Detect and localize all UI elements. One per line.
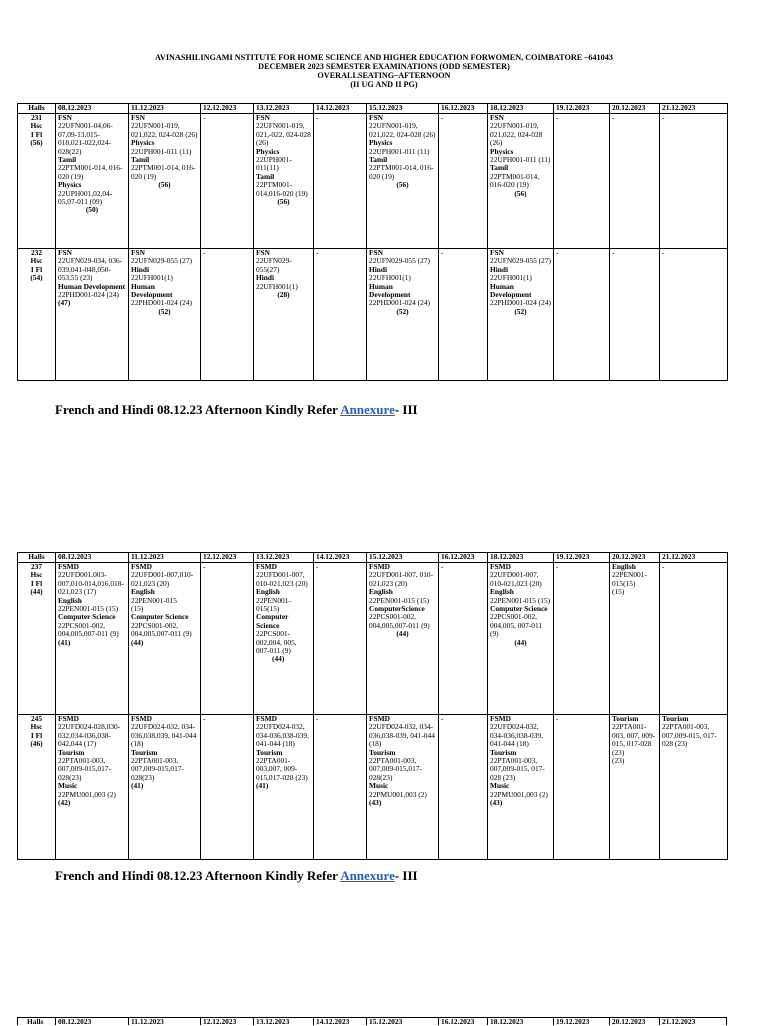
column-header-stub: 21.12.2023 bbox=[662, 1017, 696, 1026]
roll-numbers: - bbox=[203, 113, 206, 122]
roll-numbers: - bbox=[441, 562, 444, 571]
seating-cell bbox=[367, 715, 439, 860]
course-name: Physics bbox=[490, 146, 514, 156]
course-name: FSN bbox=[369, 113, 383, 122]
roll-numbers: 22PTM001-014, 016-020 (19) bbox=[58, 163, 123, 181]
course-name: Tourism bbox=[369, 747, 396, 757]
table-row bbox=[18, 114, 728, 249]
hall-label: I Fl bbox=[30, 129, 43, 139]
total-count: (41) bbox=[131, 781, 144, 791]
column-header-date: 08.12.2023 bbox=[56, 104, 129, 114]
roll-numbers: 22UFN029-055 (27) bbox=[131, 256, 192, 266]
seating-cell bbox=[610, 715, 660, 860]
roll-numbers: 22PHD001-024 (24) bbox=[131, 298, 192, 308]
hall-cell bbox=[18, 249, 56, 381]
seating-cell bbox=[439, 249, 488, 381]
course-name: Tamil bbox=[369, 155, 388, 165]
exam-title: DECEMBER 2023 SEMESTER EXAMINATIONS (ODD SEMESTER) bbox=[258, 62, 510, 71]
roll-numbers: 22UFD001-007,010-021,023 (20) bbox=[131, 570, 194, 588]
seating-table-2 bbox=[17, 552, 728, 860]
roll-numbers: 22PTM001-014,016-020 (19) bbox=[256, 180, 308, 198]
seating-cell bbox=[367, 114, 439, 249]
roll-numbers: 22UFN001-019, 021,022, 024-028 (26) bbox=[369, 121, 436, 139]
roll-numbers: 22PTA001-003, 007,009-015,017-028(23) bbox=[369, 756, 422, 782]
hall-label: (56) bbox=[30, 138, 43, 148]
note-text: French and Hindi 08.12.23 Afternoon Kindly Refer bbox=[55, 868, 341, 883]
column-header-date: 19.12.2023 bbox=[554, 553, 610, 563]
roll-numbers: 22UFD001,003-007,010-014,016,018-021,023 (17) bbox=[58, 570, 124, 597]
roll-numbers: - bbox=[316, 113, 319, 122]
note-text: French and Hindi 08.12.23 Afternoon Kindly Refer bbox=[55, 402, 341, 417]
total-count: (44) bbox=[514, 637, 527, 647]
roll-numbers: 22PEN001-015(15) bbox=[256, 595, 291, 614]
course-name: Tourism bbox=[58, 747, 85, 757]
course-name: FSMD bbox=[256, 562, 277, 571]
seating-cell bbox=[56, 715, 129, 860]
roll-numbers: - bbox=[662, 562, 665, 571]
seating-cell bbox=[314, 249, 367, 381]
roll-numbers: - bbox=[203, 562, 206, 571]
course-name: Tamil bbox=[490, 163, 509, 173]
course-name: English bbox=[131, 587, 155, 597]
hall-label: 231 bbox=[30, 113, 43, 122]
course-name: Human Development bbox=[369, 281, 411, 300]
hall-label: Hsc bbox=[30, 722, 43, 732]
course-name: Tamil bbox=[58, 155, 77, 165]
course-name: FSMD bbox=[256, 714, 277, 723]
roll-numbers: 22UFH001(1) bbox=[490, 273, 532, 283]
seating-cell bbox=[56, 114, 129, 249]
seating-cell bbox=[610, 249, 660, 381]
total-count: (56) bbox=[277, 197, 290, 207]
column-header-date: 12.12.2023 bbox=[201, 553, 254, 563]
course-name: FSN bbox=[131, 113, 145, 122]
seating-cell bbox=[254, 563, 314, 715]
seating-cell bbox=[660, 563, 728, 715]
annexure-link[interactable]: Annexure bbox=[340, 868, 395, 883]
column-header-date: 20.12.2023 bbox=[610, 104, 660, 114]
seating-cell bbox=[439, 563, 488, 715]
total-count: (47) bbox=[58, 298, 71, 308]
column-header-date: 20.12.2023 bbox=[610, 553, 660, 563]
roll-numbers: (15) bbox=[131, 604, 144, 614]
roll-numbers: 22PCS001-002, 004,005,007-011 (9) bbox=[131, 620, 192, 639]
seating-cell bbox=[201, 563, 254, 715]
hall-label: (46) bbox=[30, 739, 43, 749]
roll-numbers: 22PMU001,003 (2) bbox=[58, 789, 116, 799]
course-name: Music bbox=[490, 781, 510, 791]
course-name: FSMD bbox=[490, 562, 511, 571]
total-count: (28) bbox=[277, 290, 290, 300]
column-header-halls: Halls bbox=[18, 553, 56, 563]
course-name: Human Development bbox=[490, 281, 532, 300]
seating-cell bbox=[56, 249, 129, 381]
course-name: Music bbox=[369, 781, 389, 791]
seating-cell bbox=[488, 114, 554, 249]
hall-label: 237 bbox=[30, 562, 43, 571]
roll-numbers: 22PTA001-003,007, 009-015,017-028 (23) bbox=[256, 756, 308, 782]
roll-numbers: 22PEN001-015 (15) bbox=[369, 595, 430, 605]
roll-numbers: - bbox=[662, 113, 665, 122]
hall-label: 245 bbox=[30, 714, 43, 723]
course-name: FSN bbox=[131, 248, 145, 257]
roll-numbers: 22UFD024-032, 034-036,038-039, 041-044 (18) bbox=[256, 722, 309, 749]
course-name: Music bbox=[58, 781, 78, 791]
roll-numbers: 22UFN001-019, 021,022, 024-028 (26) bbox=[490, 121, 543, 148]
roll-numbers: 22UFN001-019, 021,022, 024-028 (26) bbox=[131, 121, 198, 139]
roll-numbers: - bbox=[203, 714, 206, 723]
roll-numbers: - bbox=[556, 113, 559, 122]
course-name: FSMD bbox=[131, 562, 152, 571]
roll-numbers: 22UFN029-034, 036-039,041-048,050-053,55 (23) bbox=[58, 256, 123, 283]
hall-label: Hsc bbox=[30, 121, 43, 131]
seating-cell bbox=[439, 114, 488, 249]
course-name: Human Development bbox=[58, 281, 126, 291]
roll-numbers: - bbox=[203, 248, 206, 257]
course-name: Tourism bbox=[131, 747, 158, 757]
column-header-date: 18.12.2023 bbox=[488, 104, 554, 114]
column-header-stub: Halls bbox=[27, 1017, 44, 1026]
seating-cell bbox=[610, 563, 660, 715]
hall-label: (54) bbox=[30, 273, 43, 283]
note-suffix: - III bbox=[394, 868, 418, 883]
column-header-stub: 08.12.2023 bbox=[58, 1017, 92, 1026]
course-name: Hindi bbox=[131, 264, 150, 274]
roll-numbers: 22PCS001-002, 004,005,007-011 (9) bbox=[369, 612, 430, 630]
note-suffix: - III bbox=[394, 402, 418, 417]
total-count: (56) bbox=[158, 180, 171, 190]
roll-numbers: 22PCS001-002, 004,005,007-011 (9) bbox=[58, 620, 119, 639]
column-header-date: 13.12.2023 bbox=[254, 104, 314, 114]
seating-cell bbox=[254, 249, 314, 381]
seating-cell bbox=[314, 114, 367, 249]
total-count: (56) bbox=[514, 188, 527, 198]
seating-cell bbox=[660, 249, 728, 381]
course-name: Tourism bbox=[612, 714, 639, 723]
table-header-row bbox=[18, 104, 728, 114]
institution-title: AVINASHILINGAMI NSTITUTE FOR HOME SCIENCE AND HIGHER EDUCATION FORWOMEN, COIMBATORE –641043 bbox=[155, 53, 613, 62]
roll-numbers: 22UFH001(1) bbox=[369, 273, 411, 283]
course-name: Hindi bbox=[369, 264, 388, 274]
session-title: OVERALLSEATING–AFTERNOON bbox=[317, 71, 451, 80]
seating-cell bbox=[129, 563, 201, 715]
seating-cell bbox=[488, 563, 554, 715]
roll-numbers: - bbox=[556, 714, 559, 723]
roll-numbers: 22UFD001-007, 010-021,023 (20) bbox=[490, 570, 542, 588]
roll-numbers: 22UFN029-055 (27) bbox=[490, 256, 551, 266]
seating-cell bbox=[254, 715, 314, 860]
roll-numbers: 22PHD001-024 (24) bbox=[58, 290, 119, 300]
course-name: FSMD bbox=[369, 562, 390, 571]
course-name: Physics bbox=[131, 138, 155, 148]
roll-numbers: 22UFD024-032, 034-036,038,039, 041-044 (18) bbox=[131, 722, 197, 749]
annexure-note-2 bbox=[55, 868, 418, 884]
roll-numbers: 22PTA001-003, 007,009-015, 017-028 (23) bbox=[490, 756, 545, 782]
seating-table-1 bbox=[17, 103, 728, 381]
roll-numbers: 22UFD024-032, 034-036,038-039, 041-044 (18) bbox=[490, 722, 543, 749]
annexure-link[interactable]: Annexure bbox=[340, 402, 395, 417]
roll-numbers: 22UFD024-032, 034-036,038-039, 041-044 (18) bbox=[369, 722, 435, 749]
roll-numbers: 22PTM001-014, 016-020 (19) bbox=[490, 171, 540, 190]
hall-label: I Fl bbox=[30, 264, 43, 274]
column-header-date: 12.12.2023 bbox=[201, 104, 254, 114]
seating-cell bbox=[129, 249, 201, 381]
seating-cell bbox=[314, 563, 367, 715]
course-name: Tamil bbox=[256, 171, 275, 181]
roll-numbers: 22PTA001-003, 007,009-015,017-028(23) bbox=[131, 756, 184, 782]
course-name: Physics bbox=[369, 138, 393, 148]
seating-cell bbox=[554, 715, 610, 860]
roll-numbers: (23) bbox=[612, 756, 625, 766]
seating-cell bbox=[488, 715, 554, 860]
roll-numbers: - bbox=[316, 562, 319, 571]
hall-label: Hsc bbox=[30, 570, 43, 580]
roll-numbers: - bbox=[441, 113, 444, 122]
roll-numbers: 22PCS001-002,004, 005, 007-011 (9) bbox=[256, 629, 297, 656]
roll-numbers: - bbox=[441, 248, 444, 257]
course-name: FSMD bbox=[131, 714, 152, 723]
course-name: English bbox=[58, 595, 82, 605]
course-name: Human Development bbox=[131, 281, 173, 300]
hall-label: Hsc bbox=[30, 256, 43, 266]
column-header-date: 15.12.2023 bbox=[367, 104, 439, 114]
column-header-date: 21.12.2023 bbox=[660, 553, 728, 563]
seating-cell bbox=[129, 114, 201, 249]
roll-numbers: - bbox=[556, 562, 559, 571]
column-header-date: 14.12.2023 bbox=[314, 104, 367, 114]
seating-cell bbox=[554, 114, 610, 249]
hall-cell bbox=[18, 563, 56, 715]
total-count: (43) bbox=[369, 798, 382, 808]
total-count: (44) bbox=[131, 637, 144, 647]
column-header-stub: 16.12.2023 bbox=[441, 1017, 475, 1026]
total-count: (44) bbox=[272, 654, 285, 664]
roll-numbers: 22UPH001,02,04-05,07-011 (09) bbox=[58, 188, 113, 207]
course-name: English bbox=[256, 587, 280, 597]
course-name: FSN bbox=[58, 113, 72, 122]
seating-cell bbox=[660, 114, 728, 249]
seating-cell bbox=[660, 715, 728, 860]
roll-numbers: 22PTA001-003, 007, 009-015, 017-028 (23) bbox=[612, 722, 656, 757]
column-header-stub: 11.12.2023 bbox=[131, 1017, 164, 1026]
roll-numbers: 22PTM001-014, 016-020 (19) bbox=[131, 163, 196, 181]
roll-numbers: 22UFN029-055 (27) bbox=[369, 256, 430, 266]
hall-cell bbox=[18, 715, 56, 860]
course-name: English bbox=[612, 562, 636, 571]
hall-label: I Fl bbox=[30, 578, 43, 588]
course-name: Computer Science bbox=[131, 612, 189, 622]
roll-numbers: 22UFD024-028,030-032,034-036,038-042,044 (17) bbox=[58, 722, 121, 749]
roll-numbers: (15) bbox=[612, 587, 625, 597]
total-count: (41) bbox=[58, 637, 71, 647]
column-header-date: 11.12.2023 bbox=[129, 553, 201, 563]
roll-numbers: 22PEN001-015(15) bbox=[612, 570, 647, 588]
roll-numbers: 22PEN001-015 (15) bbox=[490, 595, 551, 605]
total-count: (41) bbox=[256, 781, 269, 791]
roll-numbers: 22UFN001-019, 021,-022, 024-028 (26) bbox=[256, 121, 311, 148]
course-name: FSN bbox=[256, 113, 270, 122]
hall-label: 232 bbox=[30, 248, 43, 257]
roll-numbers: 22PCS001-002, 004,005, 007-011 (9) bbox=[490, 612, 543, 639]
course-name: ComputerScience bbox=[369, 604, 425, 614]
seating-cell bbox=[367, 563, 439, 715]
column-header-stub: 12.12.2023 bbox=[203, 1017, 237, 1026]
course-name: Tourism bbox=[490, 747, 517, 757]
course-name: FSN bbox=[58, 248, 72, 257]
roll-numbers: 22PHD001-024 (24) bbox=[369, 298, 430, 308]
column-header-date: 19.12.2023 bbox=[554, 104, 610, 114]
roll-numbers: - bbox=[612, 113, 615, 122]
roll-numbers: 22PTA001-003, 007,009-015,017-028(23) bbox=[58, 756, 111, 782]
course-name: FSN bbox=[490, 248, 504, 257]
course-name: FSMD bbox=[58, 714, 79, 723]
roll-numbers: 22UPH001-011 (11) bbox=[490, 155, 551, 165]
course-name: FSN bbox=[369, 248, 383, 257]
column-header-stub: 19.12.2023 bbox=[556, 1017, 590, 1026]
hall-label: (44) bbox=[30, 587, 43, 597]
hall-label: I Fl bbox=[30, 730, 43, 740]
table-row bbox=[18, 249, 728, 381]
column-header-date: 16.12.2023 bbox=[439, 553, 488, 563]
seating-cell bbox=[129, 715, 201, 860]
program-title: (II UG AND II PG) bbox=[350, 80, 418, 89]
roll-numbers: - bbox=[441, 714, 444, 723]
seating-cell bbox=[314, 715, 367, 860]
seating-cell bbox=[610, 114, 660, 249]
course-name: Hindi bbox=[256, 273, 275, 283]
roll-numbers: 22PHD001-024 (24) bbox=[490, 298, 551, 308]
course-name: Physics bbox=[256, 146, 280, 156]
total-count: (56) bbox=[396, 180, 409, 190]
roll-numbers: - bbox=[556, 248, 559, 257]
total-count: (44) bbox=[396, 629, 409, 639]
course-name: English bbox=[369, 587, 393, 597]
roll-numbers: 22UFN001-04,06-07,09-13,015-018,021-022,024-028(22) bbox=[58, 121, 113, 156]
table-row bbox=[18, 563, 728, 715]
roll-numbers: 22UPH001-011 (11) bbox=[131, 146, 192, 156]
roll-numbers: 22UFN029-055(27) bbox=[256, 256, 292, 274]
course-name: FSN bbox=[256, 248, 270, 257]
column-header-stub: 20.12.2023 bbox=[612, 1017, 646, 1026]
course-name: FSMD bbox=[58, 562, 79, 571]
column-header-halls: Halls bbox=[18, 104, 56, 114]
roll-numbers: 22UFD001-007, 010-021,023 (20) bbox=[256, 570, 308, 588]
roll-numbers: 22UPH001-011 (11) bbox=[369, 146, 430, 156]
roll-numbers: 22PMU001,003 (2) bbox=[369, 789, 427, 799]
hall-cell bbox=[18, 114, 56, 249]
roll-numbers: 22UPH001-011(11) bbox=[256, 155, 292, 173]
roll-numbers: 22UFH001(1) bbox=[131, 273, 173, 283]
course-name: Hindi bbox=[490, 264, 509, 274]
roll-numbers: - bbox=[662, 248, 665, 257]
course-name: Tourism bbox=[662, 714, 689, 723]
seating-cell bbox=[488, 249, 554, 381]
course-name: Tamil bbox=[131, 155, 150, 165]
column-header-stub: 15.12.2023 bbox=[369, 1017, 403, 1026]
total-count: (52) bbox=[158, 306, 171, 316]
seating-cell bbox=[201, 715, 254, 860]
total-count: (50) bbox=[85, 205, 99, 215]
roll-numbers: 22PTM001-014, 016-020 (19) bbox=[369, 163, 434, 181]
seating-cell bbox=[56, 563, 129, 715]
roll-numbers: 22UFD001-007, 010-021,023 (20) bbox=[369, 570, 434, 588]
seating-cell bbox=[254, 114, 314, 249]
annexure-note-1 bbox=[55, 402, 418, 418]
column-header-date: 15.12.2023 bbox=[367, 553, 439, 563]
column-header-stub: 14.12.2023 bbox=[316, 1017, 350, 1026]
total-count: (52) bbox=[514, 306, 527, 316]
column-header-date: 18.12.2023 bbox=[488, 553, 554, 563]
total-count: (43) bbox=[490, 798, 503, 808]
roll-numbers: 22UFH001(1) bbox=[256, 281, 298, 291]
column-header-date: 21.12.2023 bbox=[660, 104, 728, 114]
course-name: Computer Science bbox=[256, 612, 289, 630]
roll-numbers: 22PMU001,003 (2) bbox=[490, 789, 548, 799]
course-name: FSN bbox=[490, 113, 504, 122]
course-name: Computer Science bbox=[58, 612, 116, 622]
seating-cell bbox=[367, 249, 439, 381]
course-name: Tourism bbox=[256, 747, 283, 757]
total-count: (42) bbox=[58, 798, 71, 808]
seating-cell bbox=[439, 715, 488, 860]
column-header-date: 08.12.2023 bbox=[56, 553, 129, 563]
course-name: Computer Science bbox=[490, 604, 548, 614]
seating-cell bbox=[554, 249, 610, 381]
table-row bbox=[18, 715, 728, 860]
seating-cell bbox=[201, 249, 254, 381]
roll-numbers: - bbox=[612, 248, 615, 257]
roll-numbers: - bbox=[316, 248, 319, 257]
seating-cell bbox=[201, 114, 254, 249]
course-name: FSMD bbox=[490, 714, 511, 723]
column-header-date: 16.12.2023 bbox=[439, 104, 488, 114]
total-count: (52) bbox=[396, 306, 409, 316]
course-name: FSMD bbox=[369, 714, 390, 723]
column-header-date: 14.12.2023 bbox=[314, 553, 367, 563]
column-header-stub: 18.12.2023 bbox=[490, 1017, 524, 1026]
roll-numbers: - bbox=[316, 714, 319, 723]
column-header-date: 13.12.2023 bbox=[254, 553, 314, 563]
table-header-row bbox=[18, 553, 728, 563]
seating-cell bbox=[554, 563, 610, 715]
roll-numbers: 22PEN001-015 (15) bbox=[58, 604, 119, 614]
course-name: Physics bbox=[58, 180, 82, 190]
roll-numbers: 22PEN001-015 bbox=[131, 595, 177, 605]
column-header-stub: 13.12.2023 bbox=[256, 1017, 290, 1026]
column-header-date: 11.12.2023 bbox=[129, 104, 201, 114]
course-name: English bbox=[490, 587, 514, 597]
roll-numbers: 22PTA001-003, 007,009-015, 017-028 (23) bbox=[662, 722, 717, 749]
